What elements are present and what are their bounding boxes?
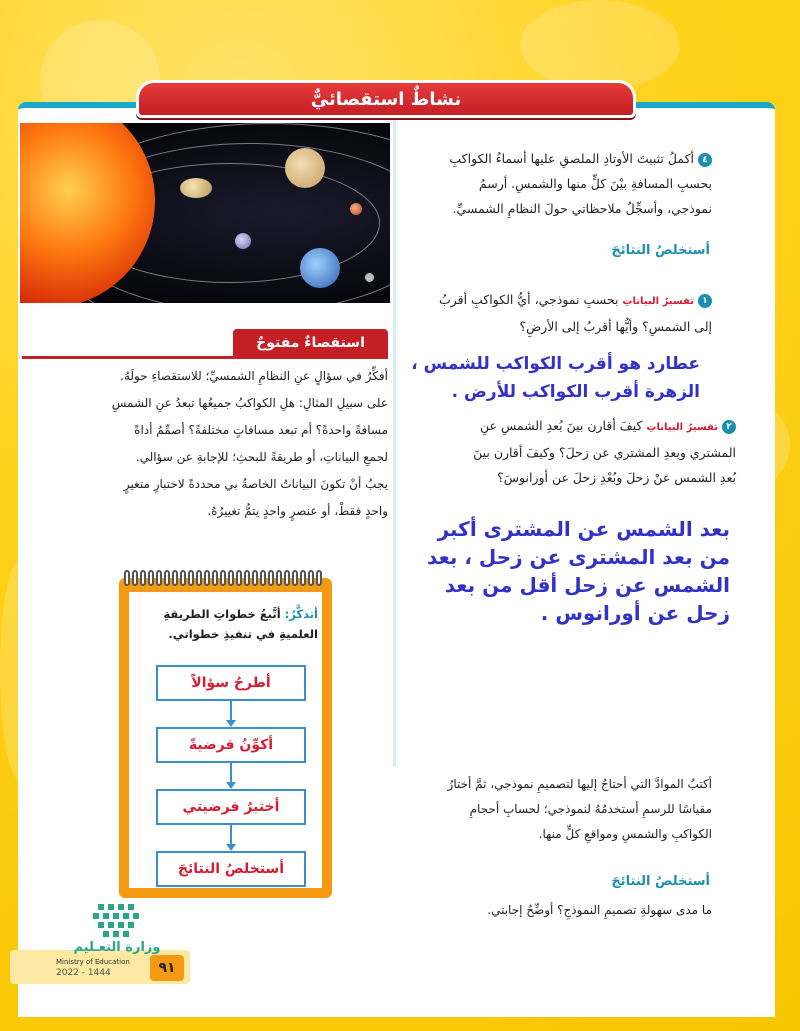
question-2-line-2: المشتري وبعدِ المشتري عن زحلَ؟ وكيفَ أقارن بينَ xyxy=(473,445,736,460)
section-rule xyxy=(22,356,388,359)
flow-arrow xyxy=(230,825,232,845)
answer-1-line-2: الزهرة أقرب الكواكب للأرض . xyxy=(451,382,700,402)
flow-step-2: أكوِّنُ فرضيةً xyxy=(156,727,306,763)
solar-system-image xyxy=(20,123,390,303)
reminder-text xyxy=(133,604,318,644)
spiral-ring xyxy=(236,570,242,586)
spiral-ring xyxy=(316,570,322,586)
step-4-text xyxy=(400,146,712,221)
spiral-ring xyxy=(164,570,170,586)
spiral-ring xyxy=(212,570,218,586)
open-inquiry-line-3: مسافةً واحدةً؟ أم تبعد مسافاتٍ مختلفةً؟ أصمِّمُ أداةً xyxy=(134,423,388,437)
activity-banner xyxy=(136,80,636,118)
flow-step-3: أختبرُ فرضيتي xyxy=(156,789,306,825)
question-1-line-1: بحسبِ نموذجي، أيُّ الكواكبِ أقربُ xyxy=(438,292,619,307)
answer-2-line-4: زحل عن أورانوس . xyxy=(540,601,730,625)
question-label: تفسيرُ البياناتِ xyxy=(646,422,718,433)
reminder-line-1: أتَّبعُ خطواتِ الطريقةِ xyxy=(163,607,281,621)
spiral-ring xyxy=(124,570,130,586)
spiral-ring xyxy=(268,570,274,586)
spiral-ring xyxy=(292,570,298,586)
spiral-ring xyxy=(260,570,266,586)
step-4-line-1: أكملُ تثبيتَ الأوتادِ الملصقِ عليها أسماءُ الكواكبِ xyxy=(449,151,694,166)
flow-arrow xyxy=(230,763,232,783)
materials-line-1: أكتبُ الموادَّ التي أحتاجُ إليها لتصميمِ نموذجي، ثمَّ أختارُ xyxy=(447,777,712,791)
reminder-label: أتذكَّرُ: xyxy=(284,607,318,621)
answer-2 xyxy=(400,515,730,627)
jupiter-image xyxy=(285,148,325,188)
spiral-ring xyxy=(244,570,250,586)
ministry-name: وزارة التعـليم xyxy=(73,940,161,955)
answer-1 xyxy=(400,350,700,406)
spiral-ring xyxy=(308,570,314,586)
question-1-line-2: إلى الشمسِ؟ وأيُّها أقربُ إلى الأرضِ؟ xyxy=(519,319,712,334)
background-decoration xyxy=(520,0,680,90)
mars-image xyxy=(350,203,362,215)
open-inquiry-line-6: واحدٍ فقطْ، أو عنصرٍ واحدٍ يتمُّ تغييرُهُ. xyxy=(207,504,388,518)
question-label: تفسيرُ البياناتِ xyxy=(622,296,694,307)
spiral-ring xyxy=(300,570,306,586)
page-number: ٩١ xyxy=(150,955,184,981)
open-inquiry-line-1: أفكِّرُ في سؤالٍ عنِ النظامِ الشمسيِّ؛ للاستقصاءِ حولَهُ. xyxy=(120,369,388,383)
spiral-ring xyxy=(148,570,154,586)
flow-step-1: أطرحُ سؤالاً xyxy=(156,665,306,701)
spiral-ring xyxy=(172,570,178,586)
materials-line-3: الكواكبِ والشمسِ ومواقعِ كلٍّ منها. xyxy=(538,827,712,841)
question-2-line-3: بُعدِ الشمس عنْ زحلَ وبُعْدِ زحلَ عن أورانوسَ؟ xyxy=(497,470,736,485)
spiral-ring xyxy=(140,570,146,586)
conclude-heading: أستخلصُ النتائجَ xyxy=(611,243,710,258)
open-inquiry-line-5: يجبُ أنْ تكونَ البياناتُ الخاصةُ بي محددةً لاختبارِ متغيرٍ xyxy=(123,477,388,491)
open-inquiry-text xyxy=(22,363,388,525)
edition-year: 2022 - 1444 xyxy=(56,968,111,978)
answer-2-line-3: الشمس عن زحل أقل من بعد xyxy=(444,573,730,597)
question-2-line-1: كيفَ أقارن بينَ بُعدِ الشمسِ عنِ xyxy=(480,418,643,433)
banner-title: نشاطٌ استقصائيٌّ xyxy=(310,89,462,110)
spiral-ring xyxy=(196,570,202,586)
conclude-heading-2: أستخلصُ النتائجَ xyxy=(611,874,710,889)
answer-2-line-2: من بعد المشترى عن زحل ، بعد xyxy=(427,545,730,569)
spiral-ring xyxy=(220,570,226,586)
moon-image xyxy=(365,273,374,282)
question-number-badge: ١ xyxy=(698,294,712,308)
open-inquiry-line-4: لجمعِ البياناتِ، أو طريقةً للبحثِ؛ للإجابةِ عن سؤالي. xyxy=(135,450,388,464)
spiral-ring xyxy=(204,570,210,586)
column-divider xyxy=(393,117,396,767)
question-2 xyxy=(400,413,736,490)
spiral-ring xyxy=(228,570,234,586)
materials-text xyxy=(400,772,712,847)
planet-image xyxy=(235,233,251,249)
spiral-ring xyxy=(132,570,138,586)
spiral-ring xyxy=(284,570,290,586)
materials-line-2: مقياسًا للرسمِ أستخدمُهُ لنموذجي؛ لحسابِ أحجامِ xyxy=(469,802,712,816)
answer-1-line-1: عطارد هو أقرب الكواكب للشمس ، xyxy=(411,354,700,374)
step-4-line-2: بحسبِ المسافةِ بيْنَ كلٍّ منها والشمسِ. أرسمُ xyxy=(478,176,712,191)
earth-image xyxy=(300,248,340,288)
step-4-line-3: نموذجي، وأسجِّلُ ملاحظاتي حولَ النظامِ الشمسيِّ. xyxy=(452,201,712,216)
ministry-name-en: Ministry of Education xyxy=(56,958,130,966)
reminder-line-2: العلميةِ في تنفيذِ خطواتي. xyxy=(168,627,318,641)
flow-step-4: أستخلصُ النتائجَ xyxy=(156,851,306,887)
question-number-badge: ٢ xyxy=(722,420,736,434)
flow-arrow xyxy=(230,701,232,721)
spiral-ring xyxy=(252,570,258,586)
step-number-badge: ٤ xyxy=(698,153,712,167)
saturn-image xyxy=(180,178,212,198)
spiral-ring xyxy=(188,570,194,586)
spiral-ring xyxy=(156,570,162,586)
spiral-ring xyxy=(180,570,186,586)
open-inquiry-title: استقصاءٌ مفتوحٌ xyxy=(233,329,388,357)
conclusion-question: ما مدى سهولةِ تصميمِ النموذجِ؟ أوضِّحُ إجابتي. xyxy=(487,903,712,917)
spiral-ring xyxy=(276,570,282,586)
answer-2-line-1: بعد الشمس عن المشترى أكبر xyxy=(437,517,730,541)
open-inquiry-line-2: على سبيلِ المثالِ: هلِ الكواكبُ جميعُها تبعدُ عنِ الشمسِ xyxy=(111,396,388,410)
question-1 xyxy=(400,287,712,339)
